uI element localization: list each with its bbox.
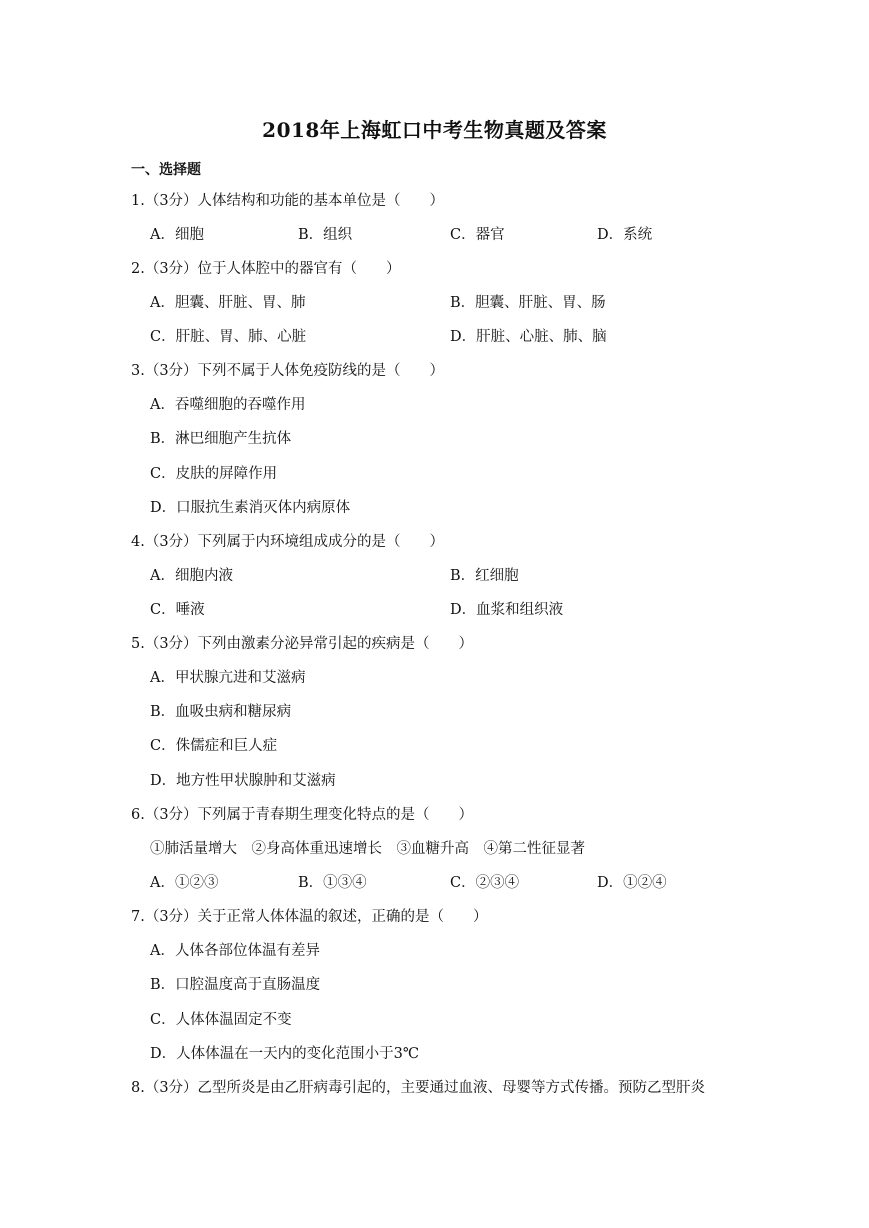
option-d: D．血浆和组织液 xyxy=(450,602,564,618)
question-stem: 4.（3分）下列属于内环境组成成分的是（ ） xyxy=(131,534,445,550)
option-b: B．红细胞 xyxy=(450,568,519,584)
option-a: A．胆囊、肝脏、胃、肺 xyxy=(150,295,306,311)
option-c: C．②③④ xyxy=(450,875,520,891)
option-d: D．人体体温在一天内的变化范围小于3℃ xyxy=(150,1046,420,1062)
option-a: A．细胞 xyxy=(150,227,204,243)
option-b: B．淋巴细胞产生抗体 xyxy=(150,431,292,447)
option-c: C．肝脏、胃、肺、心脏 xyxy=(150,329,307,345)
option-d: D．肝脏、心脏、肺、脑 xyxy=(450,329,607,345)
question-stem: 2.（3分）位于人体腔中的器官有（ ） xyxy=(131,261,401,277)
option-d: D．系统 xyxy=(597,227,653,243)
option-d: D．地方性甲状腺肿和艾滋病 xyxy=(150,773,336,789)
option-c: C．侏儒症和巨人症 xyxy=(150,738,278,754)
option-b: B．组织 xyxy=(298,227,353,243)
option-d: D．口服抗生素消灭体内病原体 xyxy=(150,500,351,516)
option-c: C．器官 xyxy=(450,227,505,243)
option-c: C．唾液 xyxy=(150,602,205,618)
option-d: D．①②④ xyxy=(597,875,667,891)
question-stem: 8.（3分）乙型所炎是由乙肝病毒引起的，主要通过血液、母婴等方式传播。预防乙型肝炎 xyxy=(131,1080,706,1096)
option-a: A．人体各部位体温有差异 xyxy=(150,943,320,959)
option-b: B．口腔温度高于直肠温度 xyxy=(150,977,321,993)
option-c: C．皮肤的屏障作用 xyxy=(150,466,278,482)
question-items: ①肺活量增大 ②身高体重迅速增长 ③血糖升高 ④第二性征显著 xyxy=(150,841,585,857)
option-a: A．甲状腺亢进和艾滋病 xyxy=(150,670,306,686)
option-a: A．细胞内液 xyxy=(150,568,233,584)
option-b: B．胆囊、肝脏、胃、肠 xyxy=(450,295,606,311)
page-title: 2018年上海虹口中考生物真题及答案 xyxy=(262,118,607,142)
option-b: B．①③④ xyxy=(298,875,367,891)
option-a: A．吞噬细胞的吞噬作用 xyxy=(150,397,306,413)
option-a: A．①②③ xyxy=(150,875,219,891)
section-heading: 一、选择题 xyxy=(131,162,201,178)
option-c: C．人体体温固定不变 xyxy=(150,1012,292,1028)
option-b: B．血吸虫病和糖尿病 xyxy=(150,704,292,720)
question-stem: 6.（3分）下列属于青春期生理变化特点的是（ ） xyxy=(131,807,474,823)
question-stem: 1.（3分）人体结构和功能的基本单位是（ ） xyxy=(131,193,445,209)
question-stem: 7.（3分）关于正常人体体温的叙述，正确的是（ ） xyxy=(131,909,488,925)
question-stem: 5.（3分）下列由激素分泌异常引起的疾病是（ ） xyxy=(131,636,474,652)
question-stem: 3.（3分）下列不属于人体免疫防线的是（ ） xyxy=(131,363,445,379)
